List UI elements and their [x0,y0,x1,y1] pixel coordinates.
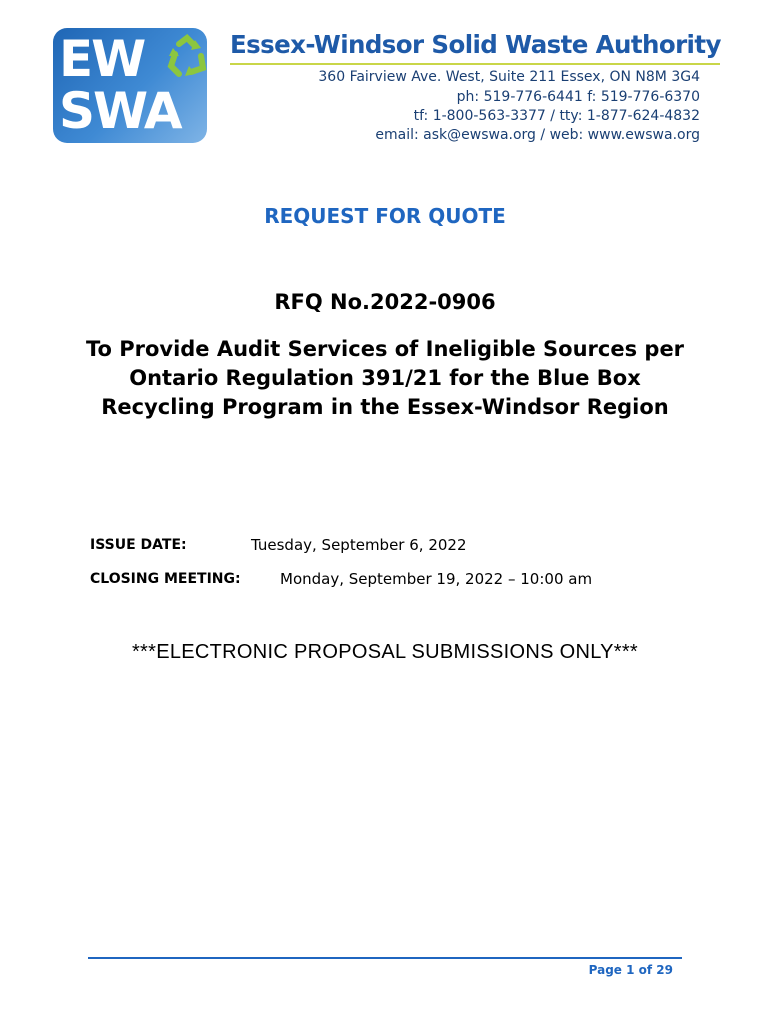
organization-name: Essex-Windsor Solid Waste Authority [230,30,721,59]
recycle-icon [165,34,207,82]
phone-line: ph: 519-776-6441 f: 519-776-6370 [456,89,700,105]
ewswa-logo [53,28,207,143]
logo-text-ew: EW [59,30,145,88]
logo-text-swa: SWA [59,82,181,140]
rfq-title: To Provide Audit Services of Ineligible Sources per Ontario Regulation 391/21 for the Blue Box Recycling Program in the Essex-Windsor Region [85,337,685,419]
submission-note: ***ELECTRONIC PROPOSAL SUBMISSIONS ONLY*** [131,641,639,663]
issue-date-label: ISSUE DATE: [90,537,187,553]
issue-date-value: Tuesday, September 6, 2022 [251,536,467,554]
page-number: Page 1 of 29 [588,963,673,977]
closing-meeting-label: CLOSING MEETING: [90,571,241,587]
address-line: 360 Fairview Ave. West, Suite 211 Essex, ON N8M 3G4 [318,69,700,85]
header-divider [230,63,720,65]
tollfree-line: tf: 1-800-563-3377 / tty: 1-877-624-4832 [413,108,700,124]
rfq-number: RFQ No.2022-0906 [274,290,496,314]
closing-meeting-value: Monday, September 19, 2022 – 10:00 am [280,570,593,588]
document-heading: REQUEST FOR QUOTE [264,204,506,228]
contact-line: email: ask@ewswa.org / web: www.ewswa.org [375,127,700,143]
footer-divider [88,957,682,959]
